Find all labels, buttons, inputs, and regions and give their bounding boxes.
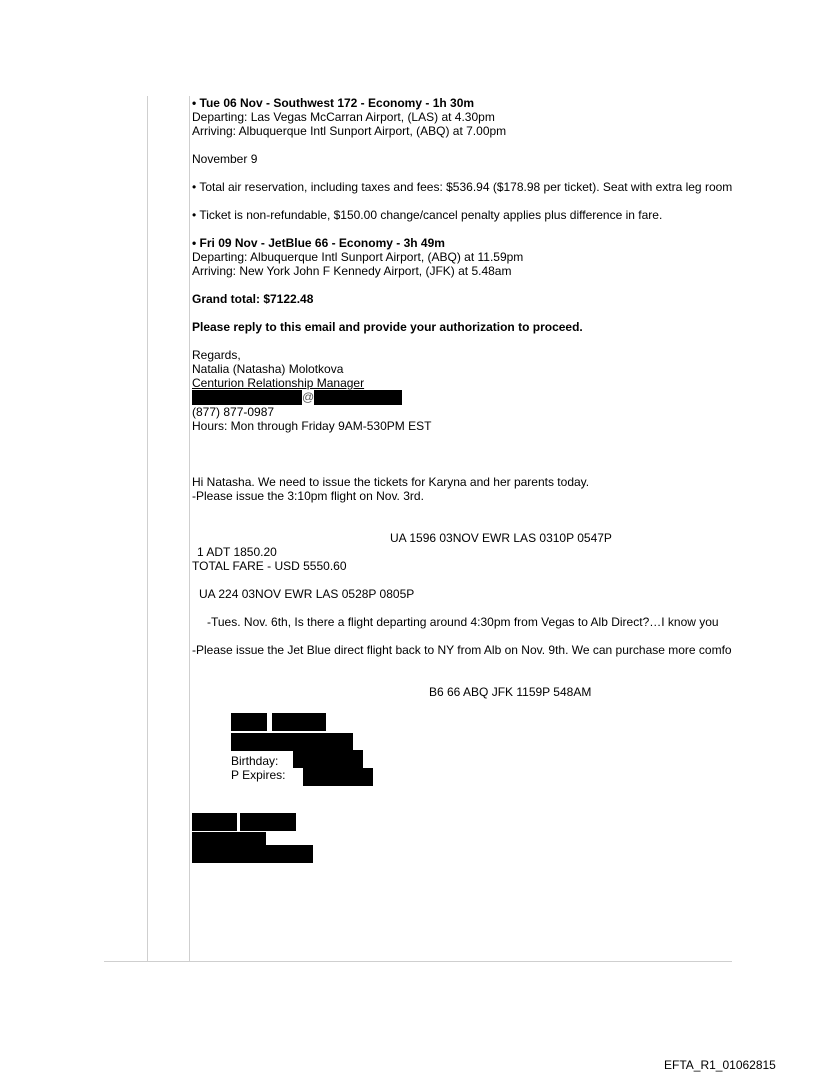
segment-1-departing: Departing: Las Vegas McCarran Airport, (LAS) at 4.30pm <box>192 110 495 124</box>
segment-1-title: • Tue 06 Nov - Southwest 172 - Economy - 1h 30m <box>192 96 475 110</box>
redaction-block <box>231 713 267 731</box>
total-fare: TOTAL FARE - USD 5550.60 <box>192 559 347 573</box>
ticket-refund-note: • Ticket is non-refundable, $150.00 change/cancel penalty applies plus difference in fare. <box>192 208 663 222</box>
redaction-block <box>192 813 237 831</box>
segment-1-arriving: Arriving: Albuquerque Intl Sunport Airport, (ABQ) at 7.00pm <box>192 124 507 138</box>
birthday-label: Birthday: <box>231 754 279 768</box>
reply-greeting: Hi Natasha. We need to issue the tickets for Karyna and her parents today. <box>192 475 590 489</box>
redaction-block <box>192 845 313 863</box>
sender-name: Natalia (Natasha) Molotkova <box>192 362 344 376</box>
redaction-block <box>293 750 363 768</box>
sender-phone: (877) 877-0987 <box>192 405 275 419</box>
redaction-block <box>272 713 326 731</box>
sender-hours: Hours: Mon through Friday 9AM-530PM EST <box>192 419 432 433</box>
passport-expires-label: P Expires: <box>231 768 286 782</box>
total-air-reservation: • Total air reservation, including taxes and fees: $536.94 ($178.98 per ticket). Seat with extra leg room <box>192 180 733 194</box>
redaction-block <box>192 390 302 405</box>
ua-flight-1596: UA 1596 03NOV EWR LAS 0310P 0547P <box>390 531 612 545</box>
tuesday-question: -Tues. Nov. 6th, Is there a flight departing around 4:30pm from Vegas to Alb Direct?…I know you <box>207 615 719 629</box>
passenger-2-block <box>192 813 816 865</box>
passenger-1-block <box>192 713 816 799</box>
b6-flight-66: B6 66 ABQ JFK 1159P 548AM <box>429 685 592 699</box>
date-heading: November 9 <box>192 152 258 166</box>
regards: Regards, <box>192 348 241 362</box>
adult-fare: 1 ADT 1850.20 <box>197 545 277 559</box>
sender-email <box>192 390 816 405</box>
redaction-block <box>240 813 296 831</box>
sender-title: Centurion Relationship Manager <box>192 376 365 390</box>
grand-total: Grand total: $7122.48 <box>192 292 314 306</box>
quote-rule-inner <box>189 96 190 961</box>
quote-rule-outer <box>147 96 148 961</box>
segment-2-title: • Fri 09 Nov - JetBlue 66 - Economy - 3h 49m <box>192 236 445 250</box>
segment-2-arriving: Arriving: New York John F Kennedy Airport, (JFK) at 5.48am <box>192 264 512 278</box>
ua-flight-224: UA 224 03NOV EWR LAS 0528P 0805P <box>199 587 415 601</box>
segment-2-departing: Departing: Albuquerque Intl Sunport Airport, (ABQ) at 11.59pm <box>192 250 524 264</box>
document-id: EFTA_R1_01062815 <box>664 1058 776 1072</box>
redaction-block <box>303 768 373 786</box>
email-at-sign: @ <box>302 390 315 404</box>
jetblue-request: -Please issue the Jet Blue direct flight back to NY from Alb on Nov. 9th. We can purchase more comfo <box>192 643 732 657</box>
email-body <box>192 96 816 961</box>
redaction-block <box>314 390 402 405</box>
reply-request: Please reply to this email and provide your authorization to proceed. <box>192 320 583 334</box>
issue-flight-request: -Please issue the 3:10pm flight on Nov. 3rd. <box>192 489 424 503</box>
redaction-block <box>231 733 353 751</box>
